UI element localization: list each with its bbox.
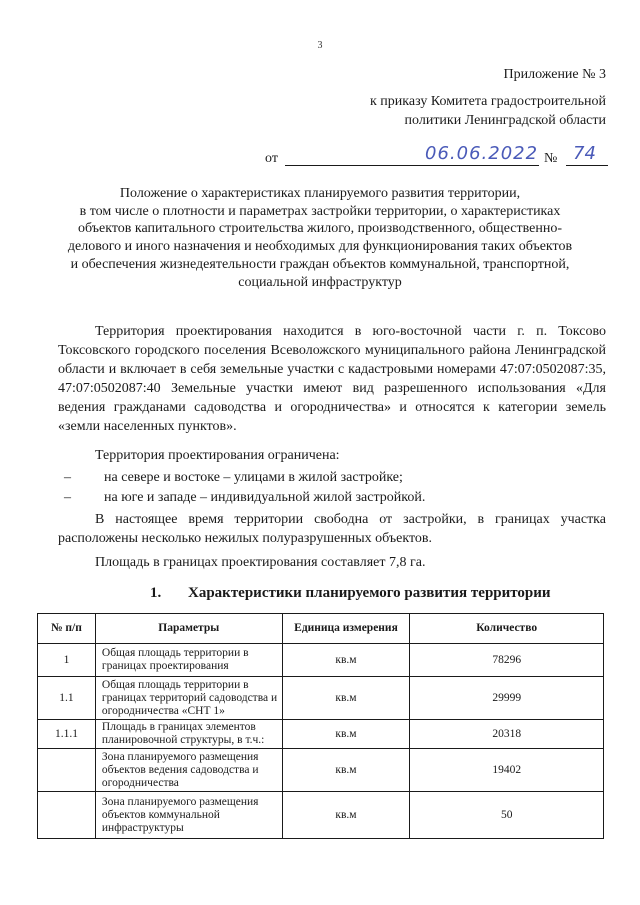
dash-bullet: – (64, 470, 71, 485)
row-parameter: Общая площадь территории в границах территорий садоводства и огородничества «СНТ 1» (95, 677, 282, 720)
dash-bullet: – (64, 490, 71, 505)
table-row (38, 792, 604, 839)
page-number: 3 (317, 40, 323, 51)
number-label: № (544, 151, 558, 166)
order-date-row (255, 143, 607, 168)
row-parameter: Зона планируемого размещения объектов коммунальной инфраструктуры (95, 792, 282, 839)
title-line: в том числе о плотности и параметрах застройки территории, о характеристиках (79, 203, 561, 219)
row-number: 1.1 (38, 677, 96, 720)
row-quantity: 20318 (410, 720, 604, 749)
row-quantity: 78296 (410, 644, 604, 677)
boundary-north-east: на севере и востоке – улицами в жилой застройке; (104, 470, 403, 485)
row-quantity: 50 (410, 792, 604, 839)
row-unit: кв.м (282, 677, 410, 720)
header-quantity: Количество (410, 614, 604, 644)
section-number: 1. (150, 585, 162, 601)
row-parameter: Общая площадь территории в границах проектирования (95, 644, 282, 677)
handwritten-number: 74 (573, 143, 596, 164)
paragraph-boundaries: Территория проектирования ограничена: (95, 448, 340, 463)
title-line: объектов капитального строительства жилого, производственного, общественно- (78, 221, 562, 237)
row-unit: кв.м (282, 792, 410, 839)
row-number (38, 792, 96, 839)
title-line: социальной инфраструктур (238, 274, 402, 290)
header-parameters: Параметры (95, 614, 282, 644)
section-title: Характеристики планируемого развития территории (188, 585, 551, 601)
paragraph-current-state: В настоящее время территории свободна от застройки, в границах участка расположены несколько нежилых полуразрушенных объектов. (58, 512, 606, 546)
row-parameter: Зона планируемого размещения объектов ведения садоводства и огородничества (95, 749, 282, 792)
table-row (38, 749, 604, 792)
order-line-1: к приказу Комитета градостроительной (370, 94, 606, 109)
appendix-label: Приложение № 3 (503, 67, 606, 82)
row-quantity: 19402 (410, 749, 604, 792)
row-number: 1 (38, 644, 96, 677)
document-title (40, 185, 600, 291)
paragraph-territory: Территория проектирования находится в юго-восточной части г. п. Токсово Токсовского городского поселения Всеволожского муниципального района Ленинградской области и включает в себя земельные участки с кадастровыми номерами 47:07:0502087:35, 47:07:0502087:40 Земельные участки имеют вид разрешенного использования «Для ведения гражданами садоводства и огородничества» и относятся к категории земель «земли населенных пунктов». (58, 324, 606, 434)
table-row (38, 644, 604, 677)
row-unit: кв.м (282, 749, 410, 792)
row-number: 1.1.1 (38, 720, 96, 749)
table-row (38, 720, 604, 749)
title-line: и обеспечения жизнедеятельности граждан объектов коммунальной, транспортной, (70, 256, 570, 272)
paragraph-area: Площадь в границах проектирования составляет 7,8 га. (95, 555, 426, 570)
order-line-2: политики Ленинградской области (404, 113, 606, 128)
row-number (38, 749, 96, 792)
boundary-south-west: на юге и западе – индивидуальной жилой застройкой. (104, 490, 426, 505)
from-label: от (265, 151, 278, 166)
row-unit: кв.м (282, 720, 410, 749)
table-row (38, 677, 604, 720)
date-underline (285, 165, 539, 166)
row-parameter: Площадь в границах элементов планировочной структуры, в т.ч.: (95, 720, 282, 749)
characteristics-table (37, 613, 604, 839)
header-number: № п/п (38, 614, 96, 644)
handwritten-date: 06.06.2022 (425, 143, 539, 164)
number-underline (566, 165, 608, 166)
title-line: делового и иного назначения и необходимых для функционирования таких объектов (67, 239, 573, 255)
title-line: Положение о характеристиках планируемого развития территории, (119, 186, 521, 201)
row-unit: кв.м (282, 644, 410, 677)
header-unit: Единица измерения (282, 614, 410, 644)
row-quantity: 29999 (410, 677, 604, 720)
table-header-row (38, 614, 604, 644)
